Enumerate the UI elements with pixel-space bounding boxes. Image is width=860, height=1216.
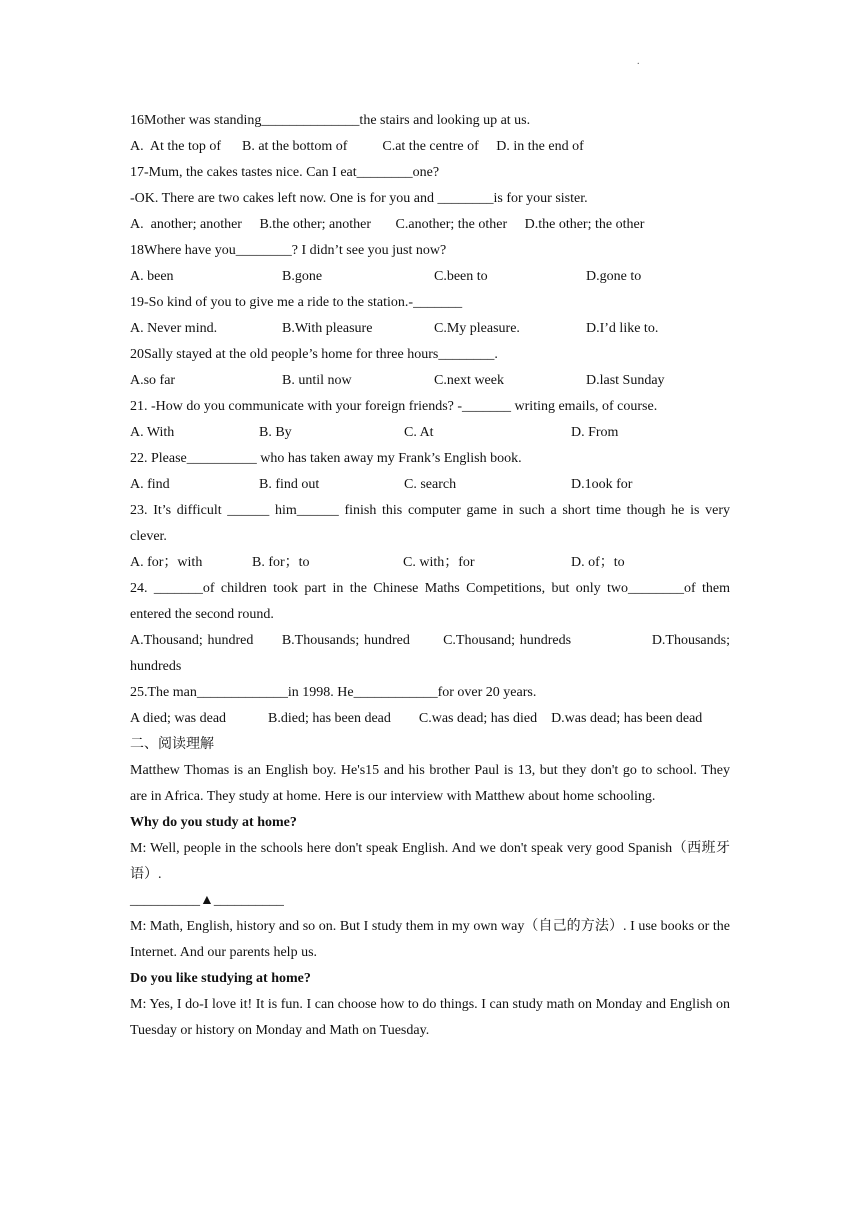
option-a: A. find (130, 477, 170, 492)
q22-stem: 22. Please__________ who has taken away my Frank’s English book. (130, 451, 522, 466)
q17-stem-1: 17-Mum, the cakes tastes nice. Can I eat________one? (130, 165, 440, 180)
q17-options: A. another; another B.the other; another C.another; the other D.the other; the other (130, 217, 645, 232)
q23-options (130, 550, 730, 576)
q24-options: A.Thousand; hundred B.Thousands; hundred C.Thousand; hundreds D.Thousands; hundreds (130, 633, 734, 674)
header-mark: . (637, 56, 640, 67)
option-c: C.My pleasure. (434, 321, 520, 336)
option-b: B. until now (282, 373, 352, 388)
q19-options (130, 316, 730, 342)
option-a: A.so far (130, 373, 176, 388)
q22-options (130, 472, 730, 498)
option-b: B.With pleasure (282, 321, 373, 336)
q24-stem: 24. _______of children took part in the Chinese Maths Competitions, but only two________of them entered the second round. (130, 581, 730, 622)
document-body (130, 108, 734, 1044)
q16-options: A. At the top of B. at the bottom of C.at the centre of D. in the end of (130, 139, 584, 154)
option-b: B. find out (259, 477, 320, 492)
interview-answer-2: M: Math, English, history and so on. But I study them in my own way（自己的方法）. I use books or the Internet. And our parents help us. (130, 919, 730, 960)
option-a: A. for；with (130, 555, 203, 570)
option-b: B. By (259, 425, 292, 440)
option-d: D.I’d like to. (586, 321, 659, 336)
option-b: B. for；to (252, 555, 310, 570)
interview-question-3: Do you like studying at home? (130, 971, 311, 986)
option-d: D.gone to (586, 269, 642, 284)
interview-answer-3: M: Yes, I do-I love it! It is fun. I can choose how to do things. I can study math on Monday and English on Tuesday or history on Monday and Math on Tuesday. (130, 997, 730, 1038)
interview-blank: __________▲__________ (130, 893, 284, 908)
option-a: A. With (130, 425, 175, 440)
q21-stem: 21. -How do you communicate with your foreign friends? -_______ writing emails, of course. (130, 399, 658, 414)
option-a: A. been (130, 269, 174, 284)
option-b: B.gone (282, 269, 323, 284)
option-c: C.next week (434, 373, 504, 388)
interview-answer-1: M: Well, people in the schools here don't speak English. And we don't speak very good Spanish（西班牙语）. (130, 841, 730, 882)
option-a: A. Never mind. (130, 321, 218, 336)
option-d: D. of；to (571, 555, 625, 570)
option-c: C. At (404, 425, 434, 440)
reading-section-title: 二、阅读理解 (130, 737, 214, 752)
q25-options: A died; was dead B.died; has been dead C.was dead; has died D.was dead; has been dead (130, 711, 703, 726)
q18-stem: 18Where have you________? I didn’t see you just now? (130, 243, 447, 258)
interview-question-1: Why do you study at home? (130, 815, 297, 830)
q16-stem: 16Mother was standing______________the stairs and looking up at us. (130, 113, 531, 128)
option-d: D.1ook for (571, 477, 633, 492)
option-d: D. From (571, 425, 619, 440)
reading-intro: Matthew Thomas is an English boy. He's15 and his brother Paul is 13, but they don't go to school. They are in Africa. They study at home. Here is our interview with Matthew about home schooling. (130, 763, 730, 804)
option-c: C. with；for (403, 555, 475, 570)
option-c: C. search (404, 477, 457, 492)
q21-options (130, 420, 730, 446)
option-d: D.last Sunday (586, 373, 665, 388)
q25-stem: 25.The man_____________in 1998. He____________for over 20 years. (130, 685, 537, 700)
q17-stem-2: -OK. There are two cakes left now. One is for you and ________is for your sister. (130, 191, 588, 206)
q20-options (130, 368, 730, 394)
q20-stem: 20Sally stayed at the old people’s home for three hours________. (130, 347, 498, 362)
q19-stem: 19-So kind of you to give me a ride to the station.-_______ (130, 295, 463, 310)
option-c: C.been to (434, 269, 488, 284)
q23-stem: 23. It’s difficult ______ him______ finish this computer game in such a short time though he is very clever. (130, 503, 730, 544)
q18-options (130, 264, 730, 290)
